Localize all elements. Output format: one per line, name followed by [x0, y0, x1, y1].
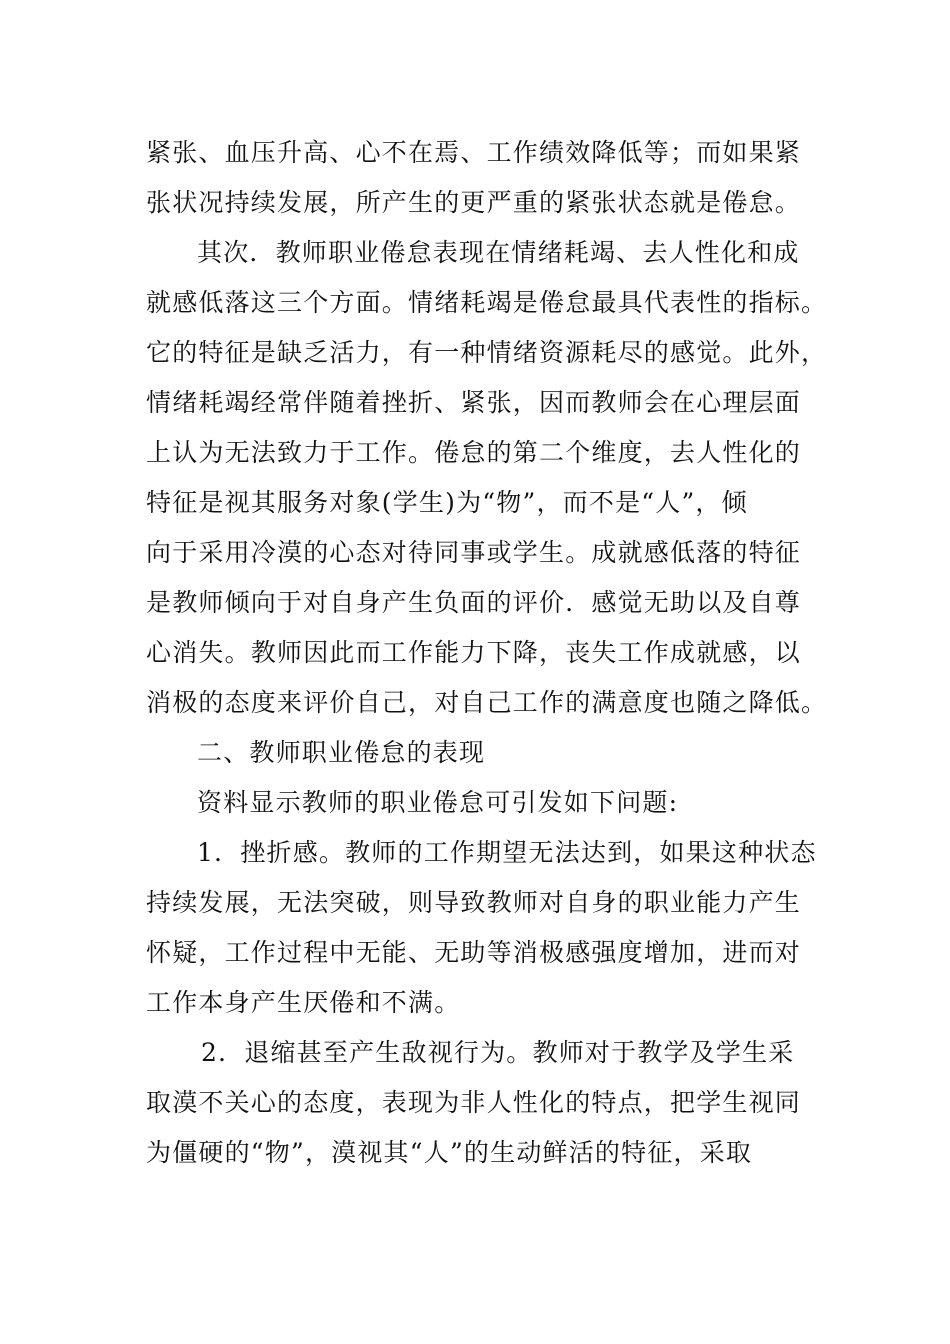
text-line: 特征是视其服务对象(学生)为“物”，而不是“人”，倾 [146, 488, 748, 517]
text-line: 是教师倾向于对自身产生负面的评价．感觉无助以及自尊 [146, 588, 802, 617]
section-heading: 二、教师职业倦怠的表现 [197, 738, 486, 767]
text-line: 紧张、血压升高、心不在焉、工作绩效降低等；而如果紧 [146, 138, 802, 167]
paragraph-start-line: 其次．教师职业倦怠表现在情绪耗竭、去人性化和成 [197, 238, 800, 267]
document-body [146, 128, 828, 1178]
text-line: 怀疑，工作过程中无能、无助等消极感强度增加，进而对 [146, 938, 802, 967]
text-line: 取漠不关心的态度，表现为非人性化的特点，把学生视同 [146, 1088, 802, 1117]
text-line: 向于采用冷漠的心态对待同事或学生。成就感低落的特征 [146, 538, 802, 567]
list-item-2-start: 2．退缩甚至产生敌视行为。教师对于教学及学生采 [201, 1038, 795, 1067]
text-line: 就感低落这三个方面。情绪耗竭是倦怠最具代表性的指标。 [146, 288, 828, 317]
paragraph-start-line: 资料显示教师的职业倦怠可引发如下问题: [197, 788, 679, 817]
text-line: 心消失。教师因此而工作能力下降，丧失工作成就感，以 [146, 638, 802, 667]
text-line: 持续发展，无法突破，则导致教师对自身的职业能力产生 [146, 888, 802, 917]
text-line: 为僵硬的“物”，漠视其“人”的生动鲜活的特征，采取 [146, 1138, 753, 1167]
text-line: 工作本身产生厌倦和不满。 [146, 988, 461, 1017]
text-line: 上认为无法致力于工作。倦怠的第二个维度，去人性化的 [146, 438, 802, 467]
text-line: 张状况持续发展，所产生的更严重的紧张状态就是倦怠。 [146, 188, 802, 217]
text-line: 它的特征是缺乏活力，有一种情绪资源耗尽的感觉。此外， [146, 338, 828, 367]
list-item-1-start: 1．挫折感。教师的工作期望无法达到，如果这种状态 [197, 838, 817, 867]
text-line: 消极的态度来评价自己，对自己工作的满意度也随之降低。 [146, 688, 828, 717]
text-line: 情绪耗竭经常伴随着挫折、紧张，因而教师会在心理层面 [146, 388, 802, 417]
